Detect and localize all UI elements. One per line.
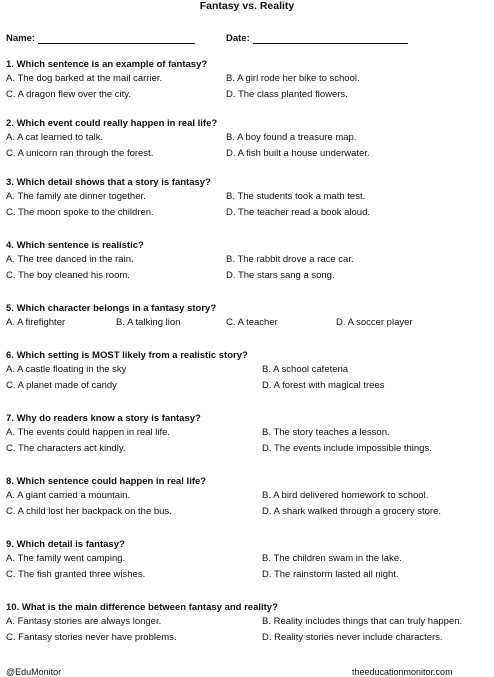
question-title: 7. Why do readers know a story is fantasy? <box>6 413 201 424</box>
option-a: A. Fantasy stories are always longer. <box>6 616 162 627</box>
option-b: B. A bird delivered homework to school. <box>262 490 429 501</box>
question-title: 3. Which detail shows that a story is fantasy? <box>6 177 211 188</box>
option-c: C. A teacher <box>226 317 278 328</box>
option-a: A. A firefighter <box>6 317 66 328</box>
option-b: B. A boy found a treasure map. <box>226 132 357 143</box>
option-c: C. A planet made of candy <box>6 380 117 391</box>
option-c: C. A dragon flew over the city. <box>6 89 131 100</box>
option-a: A. The family went camping. <box>6 553 126 564</box>
question-title: 1. Which sentence is an example of fantasy? <box>6 59 208 70</box>
option-b: B. The story teaches a lesson. <box>262 427 390 438</box>
question-title: 8. Which sentence could happen in real life? <box>6 476 207 487</box>
question-9 <box>6 538 486 583</box>
worksheet-title: Fantasy vs. Reality <box>199 0 295 12</box>
question-title: 4. Which sentence is realistic? <box>6 240 144 251</box>
option-b: B. Reality includes things that can truly happen. <box>262 616 463 627</box>
option-d: D. Reality stories never include characters. <box>262 632 443 643</box>
option-d: D. The rainstorm lasted all night. <box>262 569 399 580</box>
question-10 <box>6 601 486 646</box>
option-c: C. The fish granted three wishes. <box>6 569 146 580</box>
name-label: Name: <box>6 33 36 44</box>
question-title: 10. What is the main difference between fantasy and reality? <box>6 602 278 613</box>
option-a: A. A giant carried a mountain. <box>6 490 131 501</box>
question-title: 6. Which setting is MOST likely from a realistic story? <box>6 350 248 361</box>
option-b: B. The children swam in the lake. <box>262 553 402 564</box>
option-b: B. A school cafeteria <box>262 364 349 375</box>
option-a: A. A cat learned to talk. <box>6 132 104 143</box>
footer-handle: @EduMonitor <box>6 667 62 677</box>
option-b: B. The students took a math test. <box>226 191 366 202</box>
option-d: D. The stars sang a song. <box>226 270 335 281</box>
question-6 <box>6 349 486 394</box>
option-b: B. The rabbit drove a race car. <box>226 254 354 265</box>
option-a: A. The tree danced in the rain. <box>6 254 134 265</box>
option-d: D. The events include impossible things. <box>262 443 432 454</box>
question-title: 5. Which character belongs in a fantasy story? <box>6 303 217 314</box>
question-7 <box>6 412 486 457</box>
option-b: B. A talking lion <box>116 317 181 328</box>
question-1 <box>6 58 486 103</box>
option-b: B. A girl rode her bike to school. <box>226 73 360 84</box>
option-c: C. The boy cleaned his room. <box>6 270 130 281</box>
date-line <box>253 35 408 44</box>
option-d: D. The class planted flowers. <box>226 89 348 100</box>
option-d: D. The teacher read a book aloud. <box>226 207 371 218</box>
option-c: C. The moon spoke to the children. <box>6 207 154 218</box>
name-line <box>38 35 195 44</box>
question-8 <box>6 475 486 520</box>
option-c: C. The characters act kindly. <box>6 443 126 454</box>
name-field <box>6 33 195 44</box>
option-c: C. Fantasy stories never have problems. <box>6 632 177 643</box>
option-a: A. The dog barked at the mail carrier. <box>6 73 163 84</box>
option-c: C. A child lost her backpack on the bus. <box>6 506 172 517</box>
option-a: A. A castle floating in the sky <box>6 364 127 375</box>
question-2 <box>6 117 486 162</box>
option-d: D. A forest with magical trees <box>262 380 385 391</box>
date-field <box>226 33 408 44</box>
option-a: A. The family ate dinner together. <box>6 191 146 202</box>
option-c: C. A unicorn ran through the forest. <box>6 148 154 159</box>
question-4 <box>6 239 486 284</box>
footer-website: theeducationmonitor.com <box>352 667 453 677</box>
option-d: D. A fish built a house underwater. <box>226 148 370 159</box>
option-d: D. A soccer player <box>336 317 413 328</box>
question-title: 2. Which event could really happen in real life? <box>6 118 218 129</box>
question-5 <box>6 302 486 331</box>
date-label: Date: <box>226 33 250 44</box>
option-a: A. The events could happen in real life. <box>6 427 171 438</box>
question-3 <box>6 176 486 221</box>
question-title: 9. Which detail is fantasy? <box>6 539 125 550</box>
option-d: D. A shark walked through a grocery store. <box>262 506 442 517</box>
